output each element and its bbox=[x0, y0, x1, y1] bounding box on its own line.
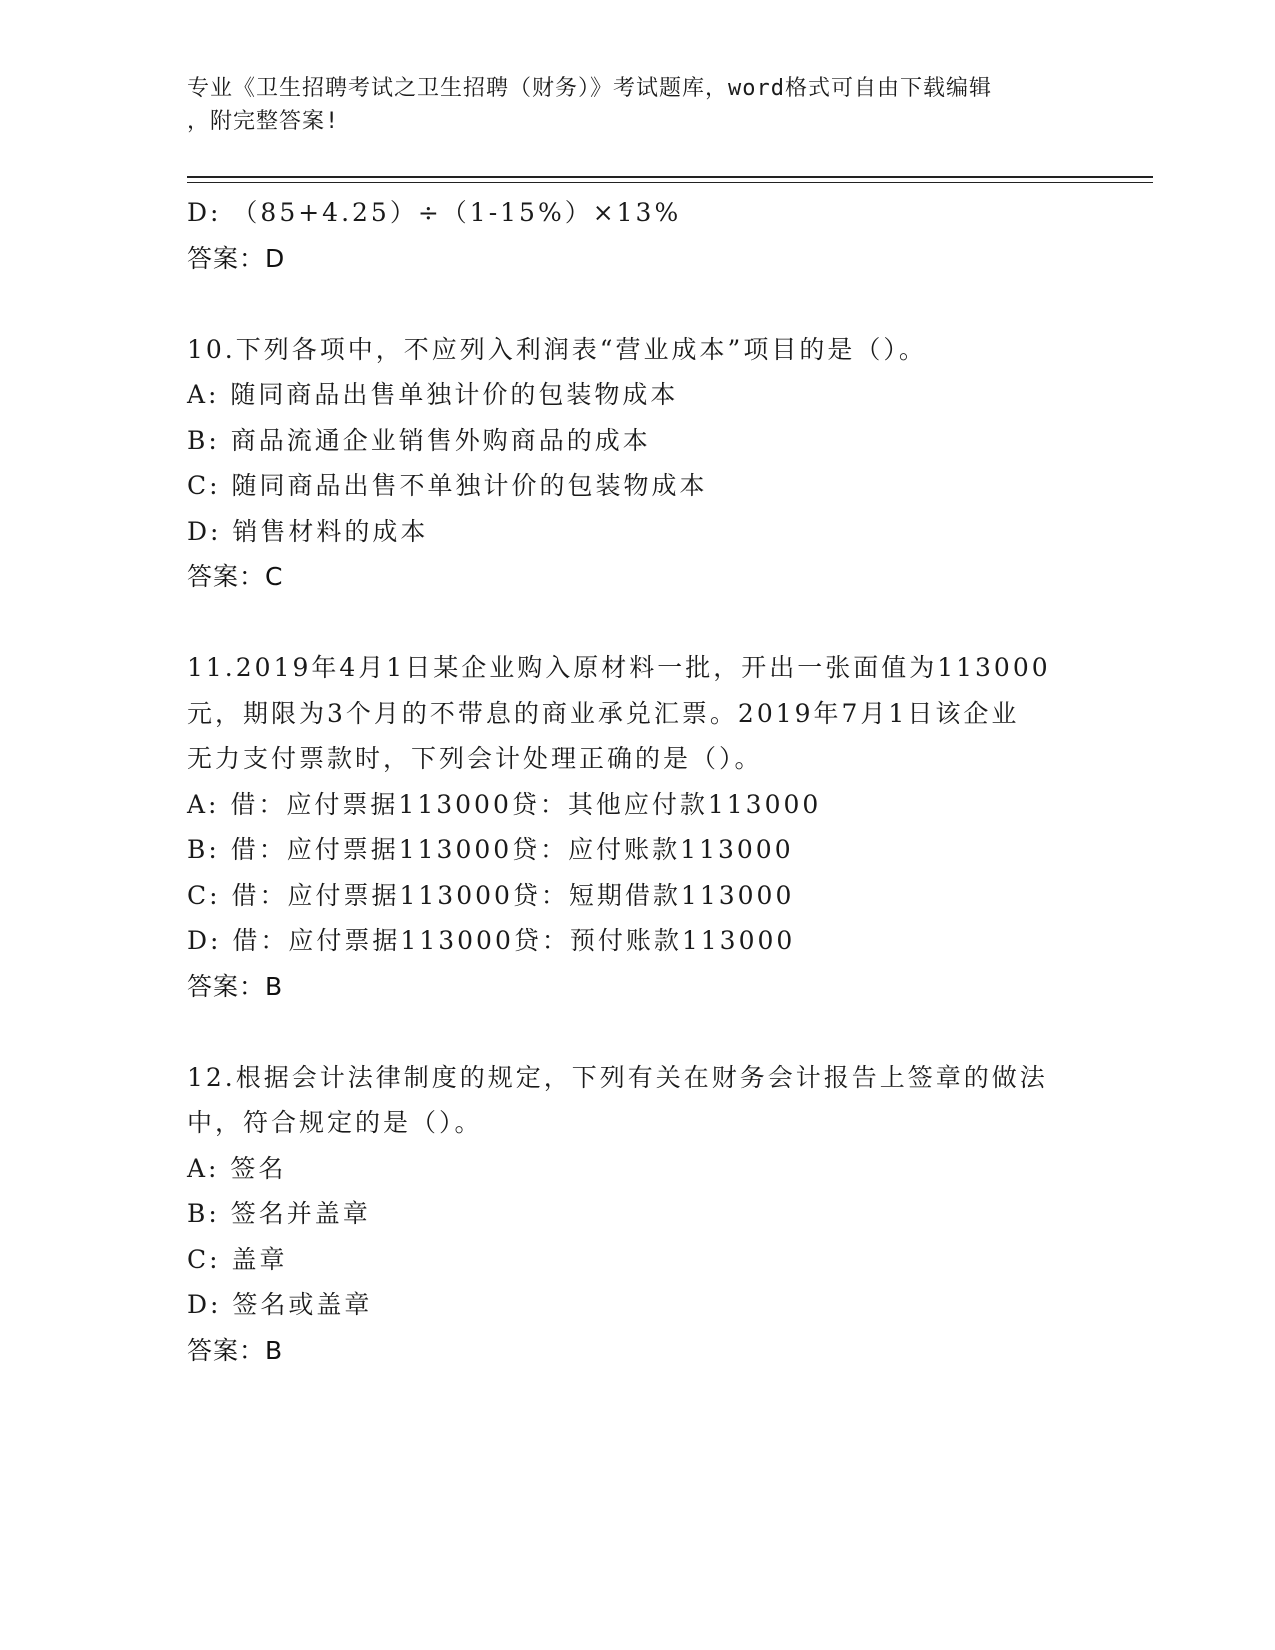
question-12-stem-line-1: 12.根据会计法律制度的规定，下列有关在财务会计报告上签章的做法 bbox=[187, 1062, 1048, 1092]
question-11-option-d: D: 借：应付票据113000贷：预付账款113000 bbox=[187, 926, 796, 955]
question-9-tail bbox=[187, 190, 1087, 281]
question-10-stem: 10.下列各项中，不应列入利润表“营业成本”项目的是（）。 bbox=[187, 334, 927, 364]
spacer bbox=[187, 600, 1087, 646]
question-12-stem-line-2: 中，符合规定的是（）。 bbox=[187, 1108, 483, 1137]
question-12-answer: 答案：B bbox=[187, 1335, 284, 1365]
question-11-option-b: B: 借：应付票据113000贷：应付账款113000 bbox=[187, 835, 794, 864]
question-12-option-c: C: 盖章 bbox=[187, 1244, 288, 1274]
question-10 bbox=[187, 327, 1087, 600]
question-9-option-d: D: （85+4.25）÷（1-15%）×13% bbox=[187, 198, 682, 227]
question-11-option-c: C: 借：应付票据113000贷：短期借款113000 bbox=[187, 880, 795, 910]
question-10-option-a: A: 随同商品出售单独计价的包装物成本 bbox=[187, 380, 679, 409]
question-11-stem-line-1: 11.2019年4月1日某企业购入原材料一批，开出一张面值为113000 bbox=[187, 653, 1051, 682]
question-11-stem-line-2: 元，期限为3个月的不带息的商业承兑汇票。2019年7月1日该企业 bbox=[187, 698, 1020, 728]
header-line-1: 专业《卫生招聘考试之卫生招聘（财务）》考试题库，word格式可自由下载编辑 bbox=[187, 76, 992, 101]
question-11-stem-line-3: 无力支付票款时，下列会计处理正确的是（）。 bbox=[187, 744, 763, 773]
question-12 bbox=[187, 1055, 1087, 1374]
question-11-option-a: A: 借：应付票据113000贷：其他应付款113000 bbox=[187, 789, 822, 819]
header-line-2: ，附完整答案! bbox=[187, 109, 340, 134]
spacer bbox=[187, 1009, 1087, 1055]
spacer bbox=[187, 281, 1087, 327]
question-10-option-d: D: 销售材料的成本 bbox=[187, 516, 429, 546]
question-10-answer: 答案：C bbox=[187, 562, 284, 591]
document-body bbox=[187, 190, 1087, 1373]
question-11-answer: 答案：B bbox=[187, 971, 284, 1001]
question-10-option-b: B: 商品流通企业销售外购商品的成本 bbox=[187, 425, 651, 455]
question-11 bbox=[187, 645, 1087, 1009]
header-divider-thin bbox=[187, 182, 1153, 183]
document-header bbox=[187, 72, 1067, 138]
question-12-option-b: B: 签名并盖章 bbox=[187, 1199, 371, 1228]
question-12-option-a: A: 签名 bbox=[187, 1153, 287, 1183]
question-9-answer: 答案：D bbox=[187, 243, 286, 273]
question-12-option-d: D: 签名或盖章 bbox=[187, 1290, 373, 1319]
header-divider-thick bbox=[187, 176, 1153, 178]
question-10-option-c: C: 随同商品出售不单独计价的包装物成本 bbox=[187, 471, 708, 500]
